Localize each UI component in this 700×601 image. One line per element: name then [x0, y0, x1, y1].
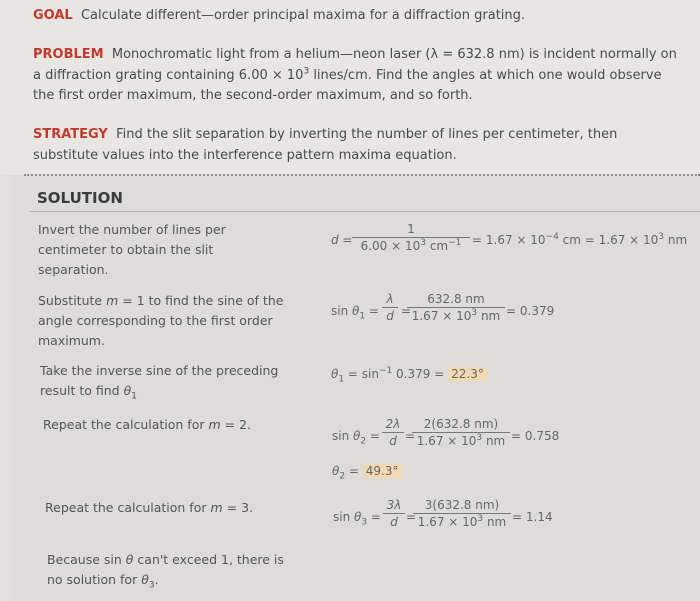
step1-text: Invert the number of lines per centimeter to obtain the slit separation. — [38, 222, 226, 277]
step4-text: Repeat the calculation for m = 2. — [43, 417, 252, 432]
eq1-fraction — [352, 222, 470, 253]
problem-label: PROBLEM — [33, 47, 104, 62]
eq6-f1-denominator: d — [390, 515, 398, 529]
step6-text: Because sin θ can't exceed 1, there is no solution for $\theta_3$. — [47, 552, 284, 591]
eq4-f2-numerator: 2(632.8 nm) — [412, 417, 510, 433]
eq2-lhs: $\sin \theta_1$ = — [331, 304, 379, 322]
goal-text: Calculate different—order principal maxima for a diffraction grating. — [80, 8, 526, 23]
eq4-mid: = — [405, 429, 416, 443]
eq5-lhs: $\theta_2$ = — [332, 464, 359, 482]
step2-text: Substitute m = 1 to find the sine of the angle corresponding to the first order maximum. — [38, 293, 284, 348]
solution-header-rule — [30, 211, 700, 212]
eq3-lhs: $\theta_1 = \sin^{-1} 0.379$ = — [331, 366, 445, 385]
eq6-fraction-2 — [413, 498, 511, 529]
eq5-result: 49.3° — [363, 464, 402, 478]
eq4-lhs: $\sin \theta_2$ = — [332, 429, 380, 447]
eq1-lhs: d = — [331, 233, 353, 247]
eq1-denominator: $6.00 \times 10^3$ $cm^{-1}$ — [360, 238, 462, 253]
eq4-f1-numerator: 2λ — [382, 417, 404, 433]
eq6-lhs: $\sin \theta_3$ = — [333, 510, 381, 528]
eq2-mid: = — [401, 304, 412, 318]
solution-header: SOLUTION — [37, 189, 123, 207]
eq4-fraction-2 — [412, 417, 510, 448]
strategy-label: STRATEGY — [33, 127, 108, 142]
step5-text: Repeat the calculation for m = 3. — [45, 500, 254, 515]
eq2-fraction-2 — [407, 292, 505, 323]
eq6-fraction-1 — [383, 498, 405, 529]
eq3-result: 22.3° — [448, 367, 487, 381]
eq2-f2-denominator: $1.67 \times 10^3$ nm — [411, 308, 501, 323]
eq5-expression — [332, 464, 402, 482]
strategy-paragraph — [33, 125, 678, 166]
problem-text: Monochromatic light from a helium—neon laser (λ = 632.8 nm) is incident normally on a diffraction grating containing $6.00 \times 10^3$ lines/cm. Find the angles at which one would observe the first order maximum, the second-order maximum, and so forth. — [33, 47, 677, 103]
eq6-f2-numerator: 3(632.8 nm) — [413, 498, 511, 514]
goal-label: GOAL — [33, 8, 73, 23]
eq6-f1-numerator: 3λ — [383, 498, 405, 514]
eq2-rhs: = 0.379 — [506, 304, 555, 318]
goal-paragraph — [33, 6, 683, 27]
problem-paragraph — [33, 45, 678, 107]
step3-text: Take the inverse sine of the preceding result to find $\theta_1$ — [40, 363, 279, 402]
eq1-numerator: 1 — [352, 222, 470, 238]
strategy-text: Find the slit separation by inverting the number of lines per centimeter, then substitute values into the interference pattern maxima equation. — [33, 127, 618, 163]
eq2-f1-numerator: λ — [382, 292, 398, 308]
eq6-mid: = — [406, 510, 417, 524]
eq4-f2-denominator: $1.67 \times 10^3$ nm — [416, 433, 506, 448]
eq6-f2-denominator: $1.67 \times 10^3$ nm — [417, 514, 507, 529]
eq4-fraction-1 — [382, 417, 404, 448]
eq2-f2-numerator: 632.8 nm — [407, 292, 505, 308]
section-divider — [24, 174, 700, 176]
eq4-rhs: = 0.758 — [511, 429, 560, 443]
eq6-rhs: = 1.14 — [512, 510, 553, 524]
eq4-f1-denominator: d — [389, 434, 397, 448]
eq2-fraction-1 — [382, 292, 398, 323]
eq3-expression — [331, 366, 487, 385]
eq2-f1-denominator: d — [386, 309, 394, 323]
eq1-rhs: = $1.67 \times 10^{-4}$ cm = $1.67 \times 10^3$ nm — [472, 232, 688, 247]
